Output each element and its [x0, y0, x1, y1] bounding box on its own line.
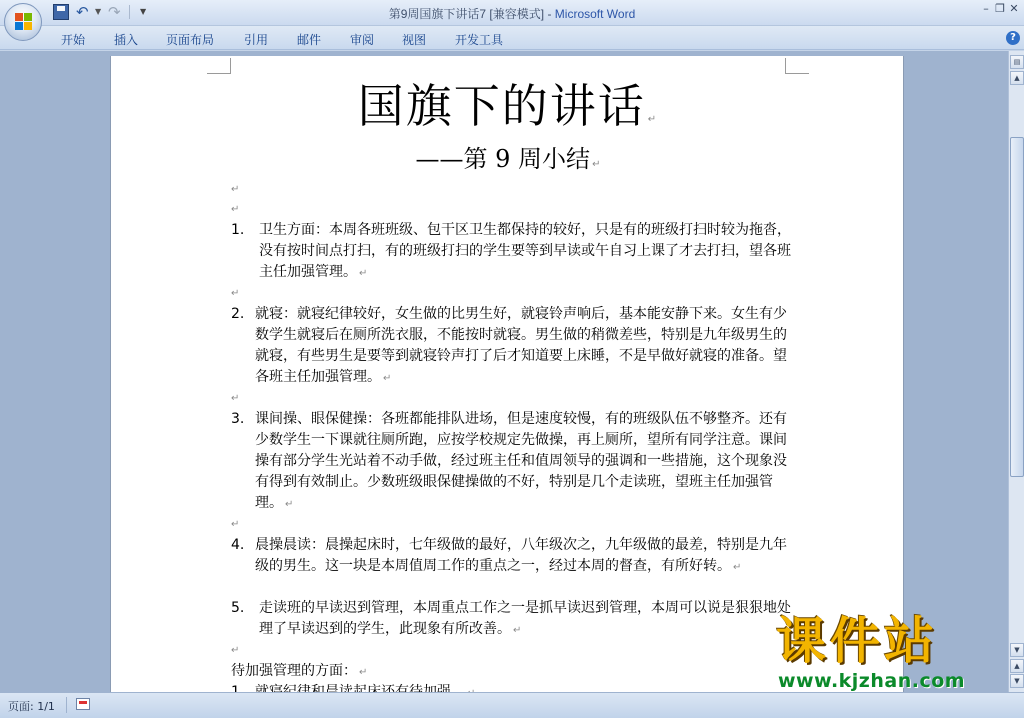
- document-area: [0, 51, 1008, 692]
- undo-dropdown-icon[interactable]: ▼: [95, 7, 102, 16]
- scroll-up-icon[interactable]: ▲: [1010, 71, 1024, 85]
- paragraph-mark: ↵: [359, 268, 368, 279]
- paragraph-mark: ↵: [733, 562, 742, 573]
- list-item-number: 4.: [231, 537, 245, 553]
- list-item-content: 走读班的早读迟到管理，本周重点工作之一是抓早读迟到管理，本周可以说是狠狠地处理了早读迟到的学生，此现象有所改善。: [259, 600, 791, 637]
- paragraph-mark: ↵: [231, 519, 240, 530]
- document-subtitle: [111, 144, 905, 180]
- vertical-scrollbar[interactable]: [1008, 51, 1024, 692]
- list-item-text: [231, 598, 791, 641]
- document-title-text: 国旗下的讲话: [357, 79, 646, 133]
- ruler-toggle-icon[interactable]: ▤: [1010, 55, 1024, 69]
- list-item: [231, 304, 791, 389]
- proofing-icon[interactable]: [76, 698, 90, 710]
- list-item: [231, 535, 791, 578]
- title-bar: [0, 0, 1024, 26]
- watermark-url: www.kjzhan.com: [778, 670, 966, 692]
- tab-home[interactable]: 开始: [61, 33, 86, 47]
- list-item-content: 课间操、眼保健操：各班都能排队进场，但是速度较慢，有的班级队伍不够整齐。还有少数学生一下课就往厕所跑，应按学校规定先做操，再上厕所，望所有同学注意。课间操有部分学生光站着不动手做，经过班主任和值周领导的强调和一些措施，这个现象没有得到有效制止。少数班级眼保健操做的不好，特别是几个走读班，望班主任加强管理。: [255, 411, 787, 511]
- tab-page-layout[interactable]: 页面布局: [166, 33, 215, 47]
- paragraph-mark: ↵: [647, 114, 659, 125]
- list-item-text: [231, 220, 791, 284]
- list-item-content: 晨操晨读：晨操起床时，七年级做的最好，八年级次之，九年级做的最差，特别是九年级的男生。这一块是本周值周工作的重点之一，经过本周的督查，有所好转。: [255, 537, 787, 574]
- list-item-number: 5.: [231, 600, 245, 616]
- list-item-number: 3.: [231, 411, 245, 427]
- title-separator: -: [544, 7, 555, 21]
- status-separator: [66, 697, 67, 713]
- tab-references[interactable]: 引用: [244, 33, 269, 47]
- paragraph-mark: ↵: [383, 373, 392, 384]
- watermark: [770, 612, 1010, 694]
- office-button[interactable]: [4, 3, 42, 41]
- restore-button[interactable]: ❐: [995, 2, 1005, 15]
- list-item-text: [231, 304, 791, 389]
- app-name: Microsoft Word: [554, 7, 636, 21]
- next-page-icon[interactable]: ▼: [1010, 674, 1024, 688]
- margin-corner-top-left: [207, 58, 231, 74]
- tab-insert[interactable]: 插入: [114, 33, 139, 47]
- paragraph-mark: ↵: [231, 645, 240, 656]
- tab-view[interactable]: 视图: [402, 33, 427, 47]
- paragraph-mark: ↵: [231, 184, 240, 195]
- watermark-title: 课件站: [776, 612, 938, 670]
- list-item-number: 1.: [231, 222, 245, 238]
- list-item-text: [231, 535, 791, 578]
- list-item-text: [231, 409, 791, 515]
- section-heading: [231, 661, 367, 683]
- close-button[interactable]: ✕: [1009, 2, 1019, 15]
- list-item: [231, 220, 791, 284]
- paragraph-mark: ↵: [592, 159, 601, 170]
- document-title: [111, 78, 905, 148]
- tab-developer[interactable]: 开发工具: [455, 33, 504, 47]
- redo-icon[interactable]: ↷: [108, 3, 121, 21]
- previous-page-icon[interactable]: ▲: [1010, 659, 1024, 673]
- paragraph-mark: ↵: [359, 667, 368, 678]
- list-item: [231, 598, 791, 641]
- list-item-content: 卫生方面：本周各班班级、包干区卫生都保持的较好，只是有的班级打扫时较为拖沓，没有按时间点打扫，有的班级打扫的学生要等到早读或午自习上课了才去打扫，望各班主任加强管理。: [259, 222, 791, 280]
- scrollbar-thumb[interactable]: [1010, 137, 1024, 477]
- margin-corner-top-right: [785, 58, 809, 74]
- office-logo-icon: [15, 13, 33, 31]
- minimize-button[interactable]: –: [983, 2, 989, 15]
- customize-toolbar-icon[interactable]: ▼: [140, 7, 147, 16]
- undo-icon[interactable]: ↶: [76, 3, 89, 21]
- scroll-down-icon[interactable]: ▼: [1010, 643, 1024, 657]
- status-bar: [0, 692, 1024, 718]
- section-heading-text: 待加强管理的方面：: [231, 663, 357, 679]
- list-item: [231, 409, 791, 515]
- page-indicator[interactable]: 页面: 1/1: [8, 700, 55, 713]
- tab-review[interactable]: 审阅: [350, 33, 375, 47]
- document-name: 第9周国旗下讲话7 [兼容模式]: [388, 7, 545, 21]
- paragraph-mark: ↵: [513, 625, 522, 636]
- help-icon[interactable]: ?: [1006, 31, 1020, 45]
- tab-mailings[interactable]: 邮件: [297, 33, 322, 47]
- paragraph-mark: ↵: [231, 204, 240, 215]
- window-title: [0, 5, 1024, 22]
- paragraph-mark: ↵: [285, 499, 294, 510]
- document-subtitle-text: ——第 9 周小结: [415, 145, 591, 173]
- ribbon-tabs: [0, 26, 1024, 50]
- list-item-content: 就寝：就寝纪律较好，女生做的比男生好，就寝铃声响后，基本能安静下来。女生有少数学生就寝后在厕所洗衣服，不能按时就寝。男生做的稍微差些，特别是九年级男生的就寝，有些男生是要等到就寝铃声打了后才知道要上床睡，不是早做好就寝的准备。望各班主任加强管理。: [255, 306, 787, 385]
- list-item-number: 2.: [231, 306, 245, 322]
- paragraph-mark: ↵: [231, 288, 240, 299]
- paragraph-mark: ↵: [231, 393, 240, 404]
